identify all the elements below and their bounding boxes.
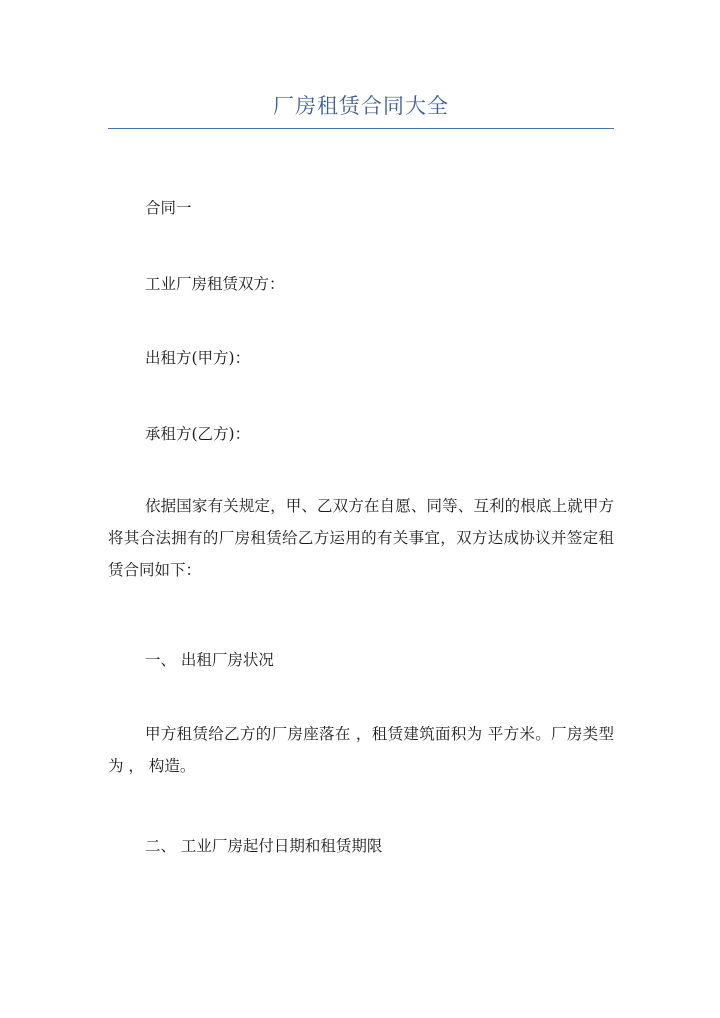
section-1-body: 甲方租赁给乙方的厂房座落在 ，租赁建筑面积为 平方米。厂房类型为 ， 构造。 <box>108 725 614 775</box>
document-title: 厂房租赁合同大全 <box>273 94 449 118</box>
lessor-line: 出租方(甲方)： <box>145 349 251 367</box>
section-1-heading: 一、 出租厂房状况 <box>145 651 274 669</box>
section-2-heading: 二、 工业厂房起付日期和租赁期限 <box>145 837 383 855</box>
title-underline <box>108 128 614 129</box>
contract-label: 合同一 <box>145 199 192 217</box>
parties-heading: 工业厂房租赁双方： <box>145 275 285 293</box>
preamble-paragraph: 依据国家有关规定，甲、乙双方在自愿、同等、互利的根底上就甲方将其合法拥有的厂房租赁给乙方运用的有关事宜，双方达成协议并签定租赁合同如下： <box>108 497 614 579</box>
lessee-line: 承租方(乙方)： <box>145 425 251 443</box>
